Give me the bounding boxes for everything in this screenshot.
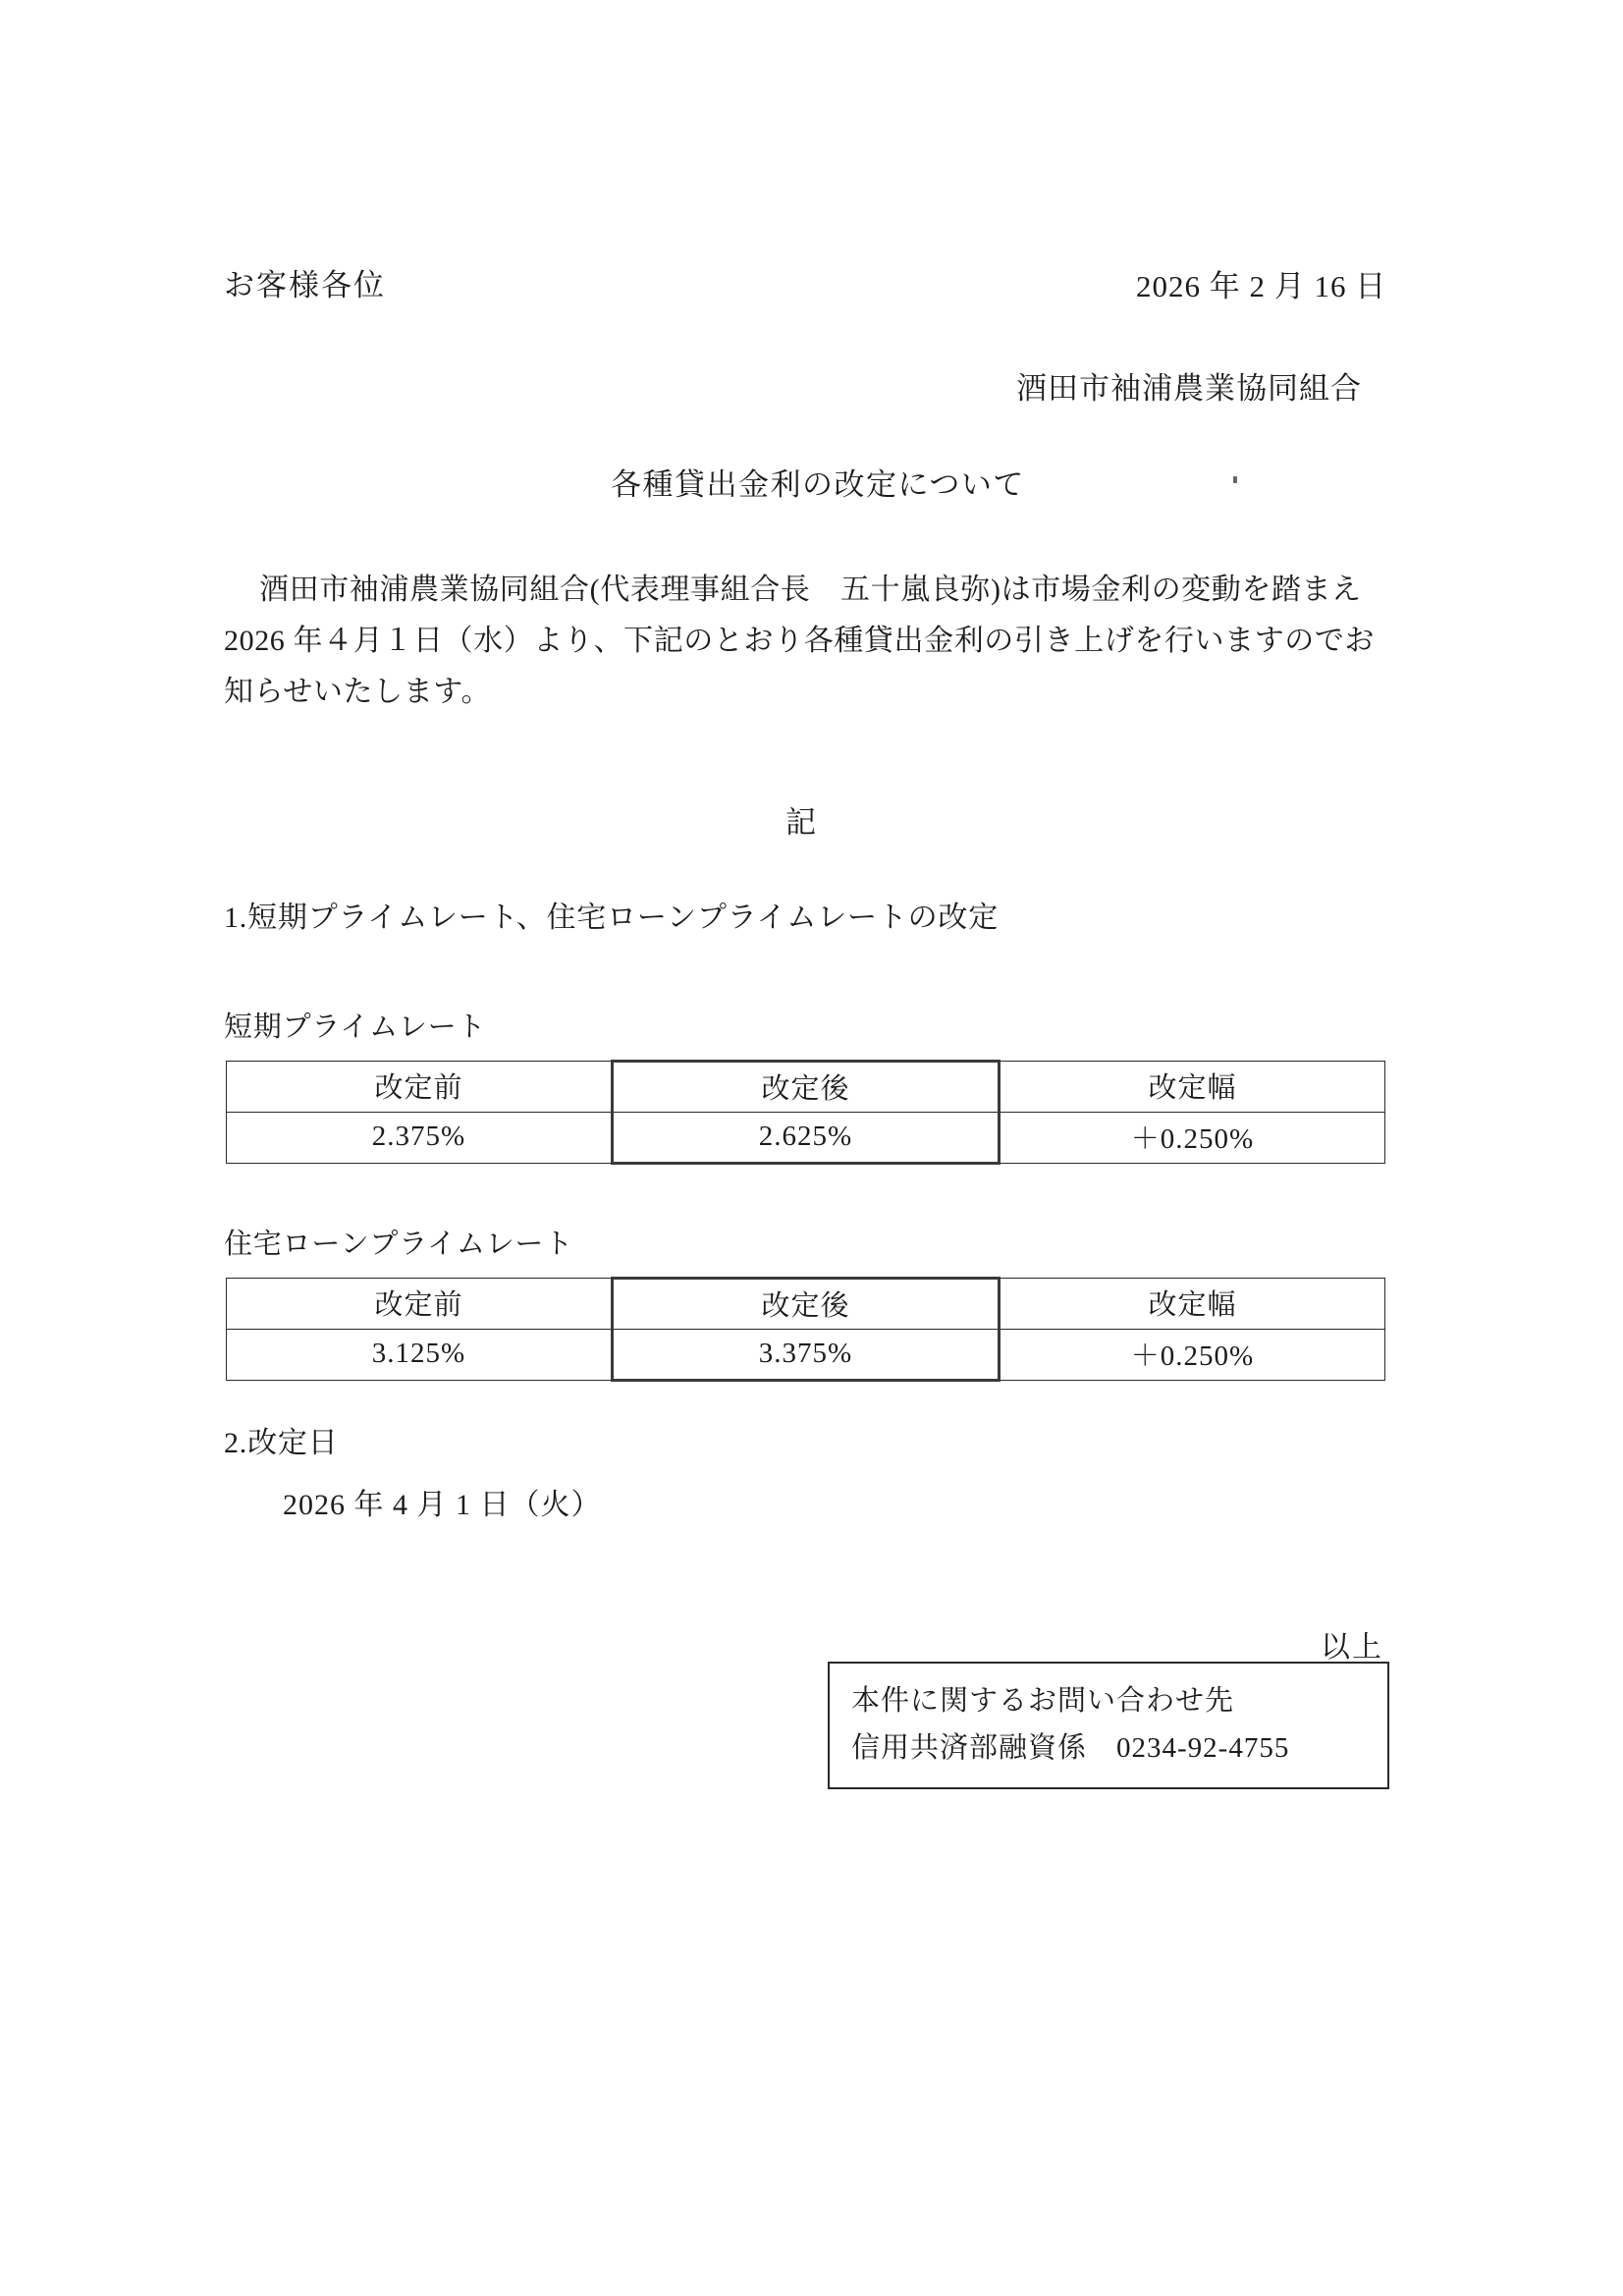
value-before: 2.375%: [227, 1113, 613, 1164]
issue-date: 2026 年 2 月 16 日: [1136, 269, 1387, 303]
value-change: ＋0.250%: [1000, 1113, 1385, 1164]
body-paragraph: 酒田市袖浦農業協同組合(代表理事組合長 五十嵐良弥)は市場金利の変動を踏まえ 2026 年４月１日（水）より、下記のとおり各種貸出金利の引き上げを行いますのでお知らせいたします。: [224, 574, 1376, 708]
value-before: 3.125%: [227, 1330, 613, 1381]
column-header-after: 改定後: [613, 1279, 1000, 1330]
value-after: 2.625%: [613, 1113, 1000, 1164]
table-row: [227, 1279, 1385, 1330]
section-1-heading: 1.短期プライムレート、住宅ローンプライムレートの改定: [224, 902, 999, 934]
table-row: [227, 1062, 1385, 1113]
short-term-prime-rate-table: [226, 1060, 1385, 1165]
section-2-heading: 2.改定日: [224, 1427, 339, 1459]
contact-department-phone: 信用共済部融資係 0234-92-4755: [851, 1732, 1290, 1764]
section-2-effective-date: 2026 年 4 月 1 日（火）: [283, 1489, 602, 1521]
column-header-before: 改定前: [227, 1279, 613, 1330]
scan-speck-artifact: [1233, 476, 1237, 483]
table-row: [227, 1113, 1385, 1164]
value-after: 3.375%: [613, 1330, 1000, 1381]
column-header-change: 改定幅: [1000, 1279, 1385, 1330]
column-header-before: 改定前: [227, 1062, 613, 1113]
issuing-organization: 酒田市袖浦農業協同組合: [1016, 371, 1362, 406]
table-row: [227, 1330, 1385, 1381]
contact-box: [828, 1662, 1389, 1789]
addressee: お客様各位: [224, 268, 386, 302]
column-header-change: 改定幅: [1000, 1062, 1385, 1113]
ki-marker: 記: [785, 805, 817, 840]
contact-heading: 本件に関するお問い合わせ先: [851, 1685, 1235, 1717]
document-title: 各種貸出金利の改定について: [611, 467, 1025, 502]
housing-loan-prime-rate-table: [226, 1277, 1385, 1382]
table-caption-short-term-prime-rate: 短期プライムレート: [224, 1011, 487, 1043]
table-caption-housing-loan-prime-rate: 住宅ローンプライムレート: [224, 1229, 574, 1260]
column-header-after: 改定後: [613, 1062, 1000, 1113]
value-change: ＋0.250%: [1000, 1330, 1385, 1381]
closing-marker: 以上: [1321, 1631, 1383, 1664]
